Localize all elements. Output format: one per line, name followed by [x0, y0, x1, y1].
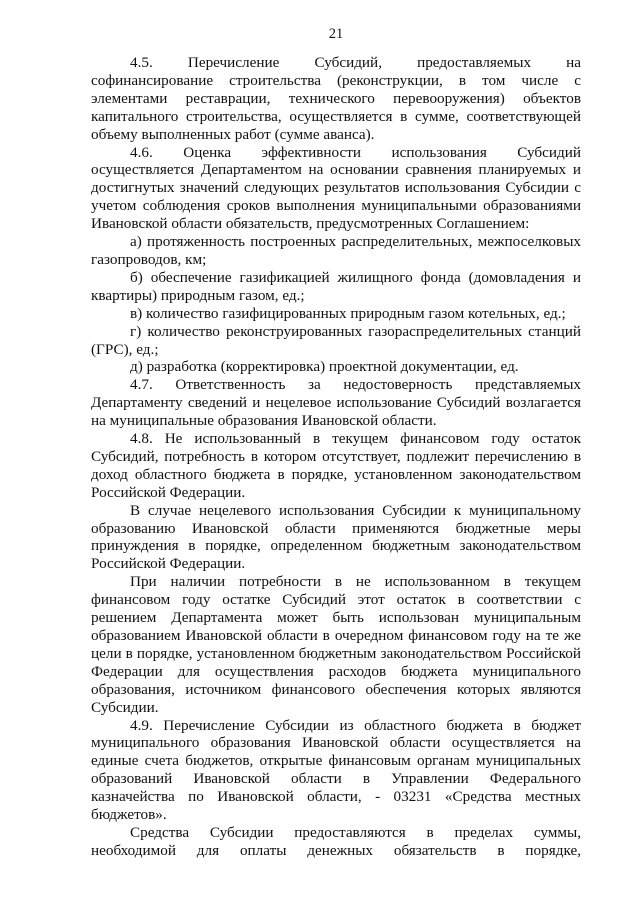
list-item-v: в) количество газифицированных природным газом котельных, ед.;: [130, 304, 566, 322]
list-item-d: д) разработка (корректировка) проектной документации, ед.: [130, 358, 519, 376]
page-number: 21: [328, 26, 344, 42]
paragraph-unused-balance: При наличии потребности в не использованном в текущем финансовом году остатке Субсидий этот остаток в соответствии с решением Департамента может быть использован муниципальным образованием Ивановской области в очередном финансовом году на те же цели в порядке, установленном бюджетным законодательством Российской Федерации для осуществления расходов бюджета муниципального образования, источником финансового обеспечения которых являются Субсидии.: [91, 573, 581, 716]
paragraph-4-6: 4.6. Оценка эффективности использования Субсидий осуществляется Департаментом на основании сравнения планируемых и достигнутых значений следующих результатов использования Субсидии с учетом соблюдения сроков выполнения муниципальными образованиями Ивановской области обязательств, предусмотренных Соглашением:: [91, 143, 581, 233]
list-item-g: г) количество реконструированных газораспределительных станций (ГРС), ед.;: [91, 322, 581, 358]
paragraph-4-9: 4.9. Перечисление Субсидии из областного бюджета в бюджет муниципального образования Ивановской области осуществляется на единые счета бюджетов, открытые финансовым органам муниципальных образований Ивановской области в Управлении Федерального казначейства по Ивановской области, - 03231 «Средства местных бюджетов».: [91, 716, 581, 824]
paragraph-misuse: В случае нецелевого использования Субсидии к муниципальному образованию Ивановской области применяются бюджетные меры принуждения в порядке, определенном бюджетным законодательством Российской Федерации.: [91, 501, 581, 573]
paragraph-funds-limit: Средства Субсидии предоставляются в пределах суммы, необходимой для оплаты денежных обязательств в порядке,: [91, 823, 581, 859]
paragraph-4-8: 4.8. Не использованный в текущем финансовом году остаток Субсидий, потребность в котором отсутствует, подлежит перечислению в доход областного бюджета в порядке, установленном законодательством Российской Федерации.: [91, 430, 581, 501]
list-item-b: б) обеспечение газификацией жилищного фонда (домовладения и квартиры) природным газом, ед.;: [91, 268, 581, 304]
list-item-a: а) протяженность построенных распределительных, межпоселковых газопроводов, км;: [91, 233, 581, 268]
paragraph-4-5: 4.5. Перечисление Субсидий, предоставляемых на софинансирование строительства (реконструкции, в том числе с элементами реставрации, технического перевооружения) объектов капитального строительства, осуществляется в сумме, соответствующей объему выполненных работ (сумме аванса).: [91, 54, 581, 143]
paragraph-4-7: 4.7. Ответственность за недостоверность представляемых Департаменту сведений и нецелевое использование Субсидий возлагается на муниципальные образования Ивановской области.: [91, 376, 581, 430]
document-page: [91, 26, 581, 860]
